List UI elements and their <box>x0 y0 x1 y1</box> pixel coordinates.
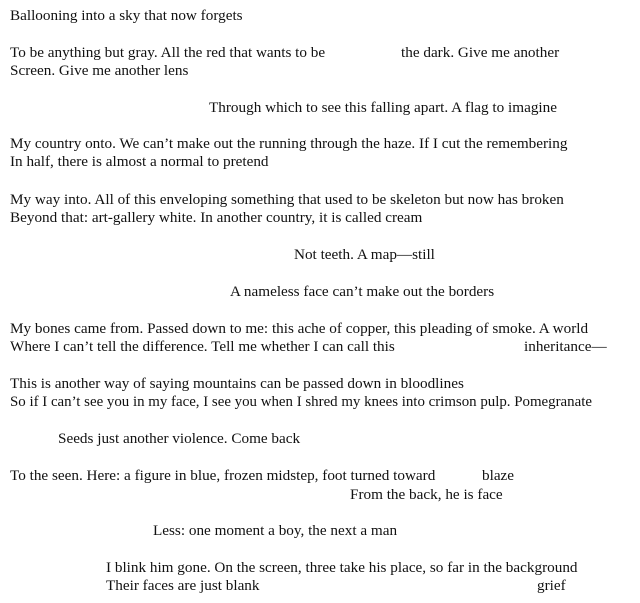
poem-line: I blink him gone. On the screen, three take his place, so far in the background <box>106 559 578 576</box>
poem-line-fragment: inheritance— <box>524 338 607 355</box>
poem-line: Beyond that: art-gallery white. In another country, it is called cream <box>10 209 423 226</box>
poem-line: My country onto. We can’t make out the running through the haze. If I cut the remembering <box>10 135 568 152</box>
poem-line: Not teeth. A map—still <box>294 246 435 263</box>
poem-line: Seeds just another violence. Come back <box>58 430 301 447</box>
poem-line: Their faces are just blank <box>106 577 260 594</box>
poem-line-fragment: the dark. Give me another <box>401 44 560 61</box>
poem-line: My way into. All of this enveloping something that used to be skeleton but now has broken <box>10 191 564 208</box>
poem-line: So if I can’t see you in my face, I see you when I shred my knees into crimson pulp. Pomegranate <box>10 394 592 410</box>
poem-line: To be anything but gray. All the red that wants to be <box>10 44 326 61</box>
poem-line: Through which to see this falling apart. A flag to imagine <box>209 99 557 116</box>
poem-line: Where I can’t tell the difference. Tell me whether I can call this <box>10 338 395 355</box>
poem-line: From the back, he is face <box>350 486 503 503</box>
poem-line: This is another way of saying mountains can be passed down in bloodlines <box>10 375 464 392</box>
poem-line-fragment: blaze <box>482 467 515 484</box>
poem-line: To the seen. Here: a figure in blue, frozen midstep, foot turned toward <box>10 467 436 484</box>
poem-line: Ballooning into a sky that now forgets <box>10 7 243 24</box>
poem-line: Screen. Give me another lens <box>10 62 189 79</box>
poem-line: Less: one moment a boy, the next a man <box>153 522 398 539</box>
poem-line-fragment: grief <box>537 577 566 594</box>
poem-line: My bones came from. Passed down to me: this ache of copper, this pleading of smoke. A world <box>10 320 589 337</box>
poem-line: In half, there is almost a normal to pretend <box>10 153 269 170</box>
poem-line: A nameless face can’t make out the borders <box>230 283 495 300</box>
